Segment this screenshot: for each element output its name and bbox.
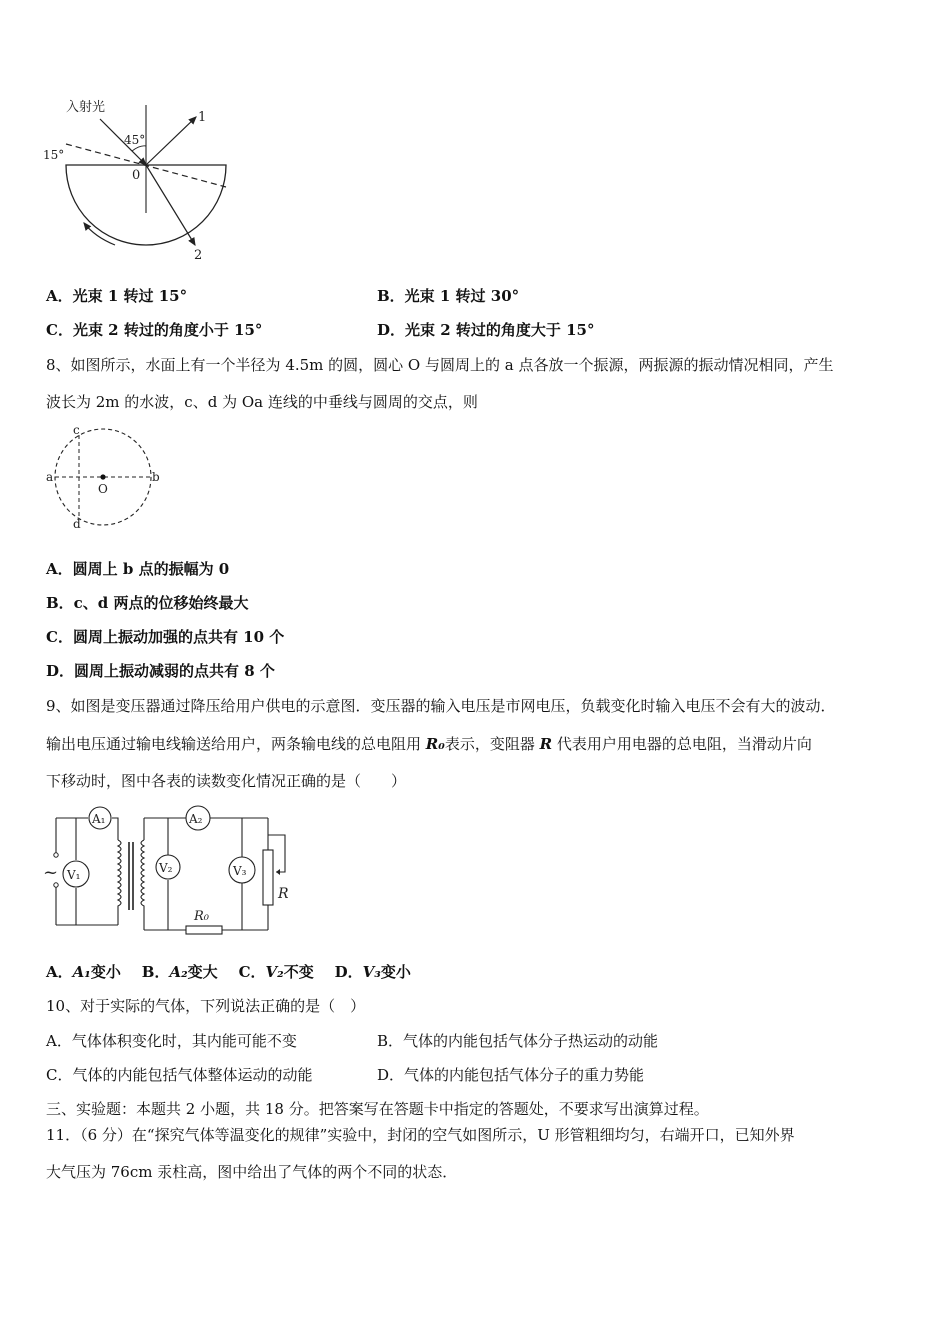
q10-option-b[interactable]: B．气体的内能包括气体分子热运动的动能: [377, 1032, 659, 1050]
svg-text:A₂: A₂: [189, 812, 203, 826]
voltmeter-V1: [63, 861, 89, 887]
q11-stem-line2: 大气压为 76cm 汞柱高，图中给出了气体的两个不同的状态．: [46, 1163, 458, 1181]
label-a: a: [46, 470, 54, 484]
label-c: c: [73, 423, 80, 437]
q7-option-b[interactable]: B．光束 1 转过 30°: [377, 287, 520, 305]
point-O: [100, 474, 105, 479]
q9-stem-line2: [46, 734, 812, 754]
q9-stem-line1: 9、如图是变压器通过降压给用户供电的示意图．变压器的输入电压是市网电压，负载变化时输入电压不会有大的波动．: [46, 697, 836, 715]
svg-text:A₁: A₁: [92, 812, 106, 826]
svg-text:V₁: V₁: [67, 868, 81, 882]
rotation-arrow: [84, 223, 115, 245]
q8-option-c[interactable]: C．圆周上振动加强的点共有 10 个: [46, 628, 285, 646]
voltmeter-V3: [229, 857, 255, 883]
label-b: b: [152, 470, 160, 484]
q10-option-a[interactable]: A．气体体积变化时，其内能可能不变: [46, 1032, 297, 1050]
q9-option-b[interactable]: B．A₂变大: [141, 963, 218, 981]
q8-option-a[interactable]: A．圆周上 b 点的振幅为 0: [46, 560, 230, 578]
q9-symbol-R0: R₀: [425, 735, 445, 753]
ammeter-A2: [186, 806, 210, 830]
primary-coil: [118, 840, 121, 910]
q11-stem-line1: 11．（6 分）在“探究气体等温变化的规律”实验中，封闭的空气如图所示，U 形管粗细均匀，右端开口，已知外界: [46, 1126, 795, 1144]
svg-text:R: R: [278, 886, 289, 902]
label-beam-2: 2: [194, 248, 203, 263]
figure-q9-circuit: [40, 800, 300, 940]
svg-text:V₃: V₃: [233, 864, 247, 878]
secondary-coil: [141, 840, 144, 910]
label-angle-45: 45°: [124, 133, 146, 147]
q7-option-c[interactable]: C．光束 2 转过的角度小于 15°: [46, 321, 263, 339]
q9-stem-line2-b: 表示，变阻器: [444, 735, 540, 753]
ac-source-symbol: ~: [43, 862, 59, 883]
q7-option-a[interactable]: A．光束 1 转过 15°: [46, 287, 188, 305]
label-beam-1: 1: [198, 110, 207, 125]
label-incident-light: 入射光: [66, 100, 106, 115]
label-d: d: [73, 517, 81, 531]
q8-stem-line1: 8、如图所示，水面上有一个半径为 4.5m 的圆，圆心 O 与圆周上的 a 点各放一个振源，两振源的振动情况相同，产生: [46, 356, 834, 374]
label-center-0: 0: [132, 168, 141, 183]
q10-option-d[interactable]: D．气体的内能包括气体分子的重力势能: [377, 1066, 645, 1084]
q9-stem-line3: 下移动时，图中各表的读数变化情况正确的是（ ）: [46, 772, 407, 790]
q9-options-row: [46, 962, 411, 982]
q9-option-d[interactable]: D．V₃变小: [334, 963, 411, 981]
q7-option-d[interactable]: D．光束 2 转过的角度大于 15°: [377, 321, 595, 339]
section3-heading: 三、实验题：本题共 2 小题，共 18 分。把答案写在答题卡中指定的答题处，不要求写出演算过程。: [46, 1100, 709, 1118]
svg-text:V₂: V₂: [159, 861, 173, 875]
ammeter-A1: [89, 807, 111, 829]
beam-2: [146, 165, 195, 245]
q9-option-a[interactable]: A．A₁变小: [46, 963, 121, 981]
q10-stem: 10、对于实际的气体，下列说法正确的是（ ）: [46, 997, 366, 1015]
svg-text:R₀: R₀: [194, 909, 209, 924]
q9-symbol-R: R: [539, 735, 553, 753]
voltmeter-V2: [156, 855, 180, 879]
q9-stem-line2-a: 输出电压通过输电线输送给用户，两条输电线的总电阻用: [46, 735, 426, 753]
beam-1: [146, 117, 196, 165]
label-angle-15: 15°: [43, 148, 65, 162]
label-O: O: [98, 482, 108, 496]
q9-option-c[interactable]: C．V₂不变: [238, 963, 314, 981]
figure-q8-circle: [44, 425, 174, 530]
q8-stem-line2: 波长为 2m 的水波，c、d 为 Oa 连线的中垂线与圆周的交点，则: [46, 393, 478, 411]
resistor-R0: [186, 909, 222, 934]
q8-option-b[interactable]: B．c、d 两点的位移始终最大: [46, 594, 249, 612]
q9-stem-line2-c: 代表用户用电器的总电阻，当滑动片向: [552, 735, 812, 753]
q10-option-c[interactable]: C．气体的内能包括气体整体运动的动能: [46, 1066, 313, 1084]
figure-q7-refraction: [40, 95, 240, 270]
q8-option-d[interactable]: D．圆周上振动减弱的点共有 8 个: [46, 662, 275, 680]
